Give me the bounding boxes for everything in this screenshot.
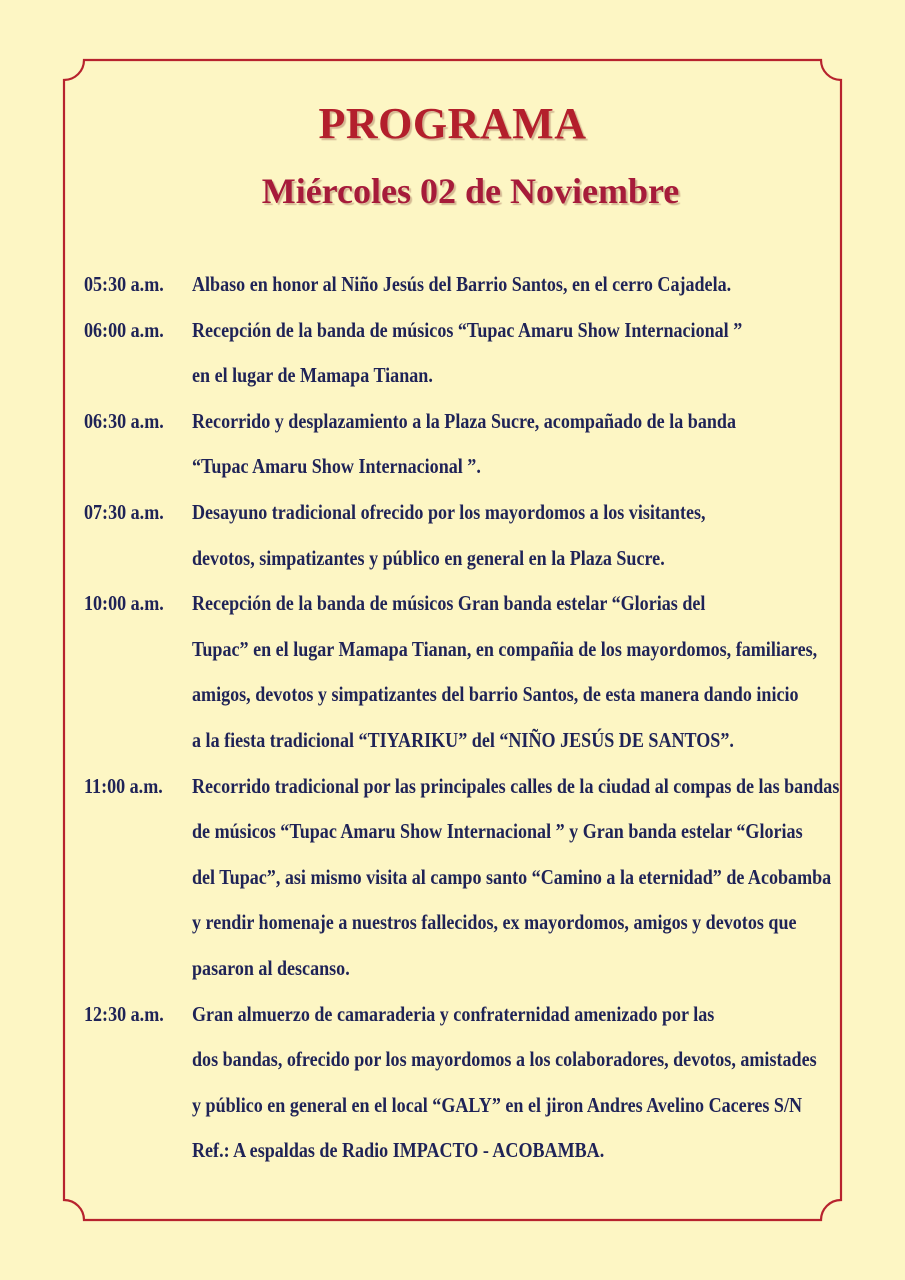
entry-time: 06:30 a.m. bbox=[84, 408, 164, 433]
entry-description bbox=[192, 490, 854, 581]
entry-time: 07:30 a.m. bbox=[84, 499, 164, 524]
entry-time: 11:00 a.m. bbox=[84, 773, 163, 798]
entry-time: 05:30 a.m. bbox=[84, 272, 164, 296]
schedule-entry bbox=[84, 308, 854, 399]
entry-description bbox=[192, 308, 854, 399]
entry-description bbox=[192, 399, 854, 490]
schedule-list bbox=[84, 262, 854, 1174]
description-line: pasaron al descanso. bbox=[192, 955, 350, 980]
entry-description bbox=[192, 992, 905, 1174]
description-line: devotos, simpatizantes y público en general en la Plaza Sucre. bbox=[192, 545, 665, 570]
description-line: Recepción de la banda de músicos Gran banda estelar “Glorias del bbox=[192, 591, 706, 616]
page-subtitle: Miércoles 02 de Noviembre bbox=[261, 171, 680, 211]
description-line: y rendir homenaje a nuestros fallecidos, ex mayordomos, amigos y devotos que bbox=[192, 910, 797, 935]
description-line: dos bandas, ofrecido por los mayordomos a los colaboradores, devotos, amistades bbox=[192, 1047, 817, 1072]
schedule-entry bbox=[84, 764, 854, 992]
entry-time: 12:30 a.m. bbox=[84, 1001, 164, 1026]
description-line: y público en general en el local “GALY” en el jiron Andres Avelino Caceres S/N bbox=[192, 1092, 803, 1117]
schedule-entry bbox=[84, 581, 854, 763]
description-line: Desayuno tradicional ofrecido por los mayordomos a los visitantes, bbox=[192, 499, 706, 524]
page-title: PROGRAMA bbox=[318, 99, 587, 148]
description-line: de músicos “Tupac Amaru Show Internacional ” y Gran banda estelar “Glorias bbox=[192, 819, 803, 844]
entry-description bbox=[192, 764, 905, 992]
description-line: Ref.: A espaldas de Radio IMPACTO - ACOBAMBA. bbox=[192, 1138, 605, 1163]
schedule-entry bbox=[84, 490, 854, 581]
entry-time: 06:00 a.m. bbox=[84, 317, 164, 342]
schedule-entry bbox=[84, 262, 854, 308]
description-line: Recepción de la banda de músicos “Tupac Amaru Show Internacional ” bbox=[192, 317, 743, 342]
entry-description bbox=[192, 262, 854, 308]
description-line: Recorrido tradicional por las principales calles de la ciudad al compas de las bandas bbox=[192, 773, 840, 798]
description-line: a la fiesta tradicional “TIYARIKU” del “NIÑO JESÚS DE SANTOS”. bbox=[192, 727, 734, 752]
schedule-entry bbox=[84, 992, 854, 1174]
description-line: Albaso en honor al Niño Jesús del Barrio Santos, en el cerro Cajadela. bbox=[192, 272, 732, 296]
description-line: Gran almuerzo de camaraderia y confraternidad amenizado por las bbox=[192, 1001, 715, 1026]
entry-time: 10:00 a.m. bbox=[84, 591, 164, 616]
description-line: amigos, devotos y simpatizantes del barrio Santos, de esta manera dando inicio bbox=[192, 682, 799, 707]
entry-description bbox=[192, 581, 905, 763]
schedule-entry bbox=[84, 399, 854, 490]
description-line: Tupac” en el lugar Mamapa Tianan, en compañia de los mayordomos, familiares, bbox=[192, 636, 818, 661]
description-line: en el lugar de Mamapa Tianan. bbox=[192, 363, 433, 388]
description-line: “Tupac Amaru Show Internacional ”. bbox=[192, 454, 481, 479]
description-line: Recorrido y desplazamiento a la Plaza Sucre, acompañado de la banda bbox=[192, 408, 736, 433]
description-line: del Tupac”, asi mismo visita al campo santo “Camino a la eternidad” de Acobamba bbox=[192, 864, 832, 889]
